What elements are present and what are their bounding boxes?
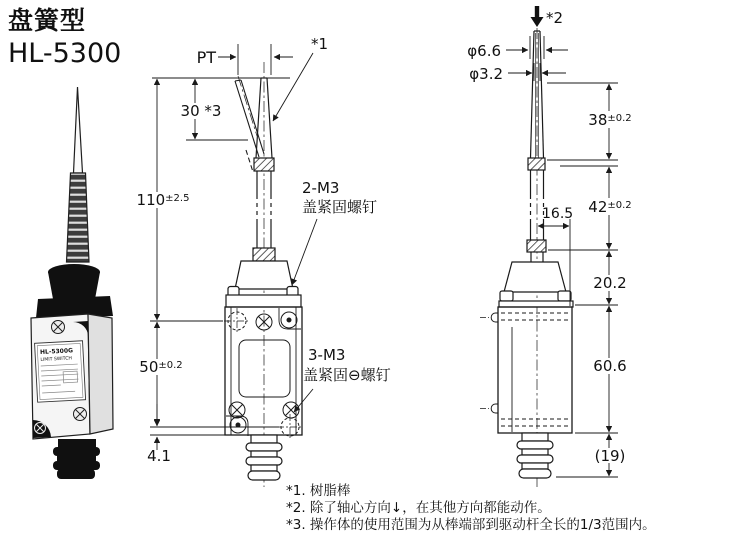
front-head <box>226 261 301 307</box>
nameplate-model: HL-5300G <box>39 347 74 357</box>
screws-2m3-label: 盖紧固螺钉 <box>302 198 378 216</box>
dia-outer-label: φ6.6 <box>467 42 501 60</box>
dim-50-label: $50^{\pm 0.2}$ <box>139 358 183 376</box>
photo-body-side <box>88 314 113 434</box>
side-cable-gland <box>517 433 553 478</box>
leader-3m3 <box>294 389 313 412</box>
nameplate-type: LIMIT SWITCH <box>40 356 73 364</box>
direction-arrow-icon <box>531 6 544 27</box>
photo-nameplate <box>35 341 86 402</box>
footnote-3: *3. 操作体的使用范围为从棒端部到驱动杆全长的1/3范围内。 <box>286 517 656 533</box>
screws-2m3-qty: 2-M3 <box>302 179 340 197</box>
model-number: HL-5300 <box>8 38 122 69</box>
side-head-screw-left <box>500 291 513 301</box>
dim-42-label: $42^{\pm 0.2}$ <box>588 198 632 216</box>
dia-inner-label: φ3.2 <box>469 65 503 83</box>
dim-19-label: (19) <box>594 447 626 465</box>
side-view <box>467 6 636 487</box>
footnotes <box>286 483 656 534</box>
callout-2-label: *2 <box>546 9 564 27</box>
front-head-screw-left <box>228 287 239 296</box>
front-cover-plate <box>239 340 290 397</box>
photo-coil-spring <box>67 173 90 262</box>
front-view <box>137 35 391 487</box>
dim-4-1-label: 4.1 <box>147 447 171 465</box>
screws-3m3-label: 盖紧固⊖螺钉 <box>303 366 391 384</box>
dim-38-label: $38^{\pm 0.2}$ <box>588 111 632 129</box>
photo-rubber-cap <box>36 264 113 318</box>
photo-cable-gland <box>53 439 100 479</box>
type-name: 盘簧型 <box>8 6 87 35</box>
photo-resin-rod <box>74 87 83 173</box>
dim-60-6-label: 60.6 <box>593 357 627 375</box>
product-photo <box>31 87 113 479</box>
side-body <box>480 307 572 433</box>
callout-1-label: *1 <box>311 35 329 53</box>
dim-30-label: 30 *3 <box>180 102 222 120</box>
side-resin-rod <box>527 31 546 262</box>
side-screw-tip-bottom <box>491 404 498 413</box>
screws-3m3-qty: 3-M3 <box>308 346 346 364</box>
side-head-screw-right <box>558 291 571 301</box>
photo-screw-bottom-left <box>35 423 46 434</box>
dim-pt-label: PT <box>196 48 216 67</box>
photo-screw-top <box>52 321 65 334</box>
footnote-1: *1. 树脂棒 <box>286 483 351 499</box>
footnote-2: *2. 除了轴心方向↓，在其他方向都能动作。 <box>286 500 551 516</box>
dim-16-5-label: 16.5 <box>542 206 574 222</box>
leader-2m3 <box>292 219 317 285</box>
dim-20-2-label: 20.2 <box>593 274 627 292</box>
front-cable-gland <box>246 435 282 480</box>
side-head <box>499 262 573 307</box>
photo-screw-bottom <box>74 408 87 421</box>
dim-110-label: $110^{\pm 2.5}$ <box>136 191 190 209</box>
front-head-screw-right <box>287 287 298 296</box>
leader-resin-rod <box>273 53 313 121</box>
side-screw-tip-top <box>491 313 498 322</box>
